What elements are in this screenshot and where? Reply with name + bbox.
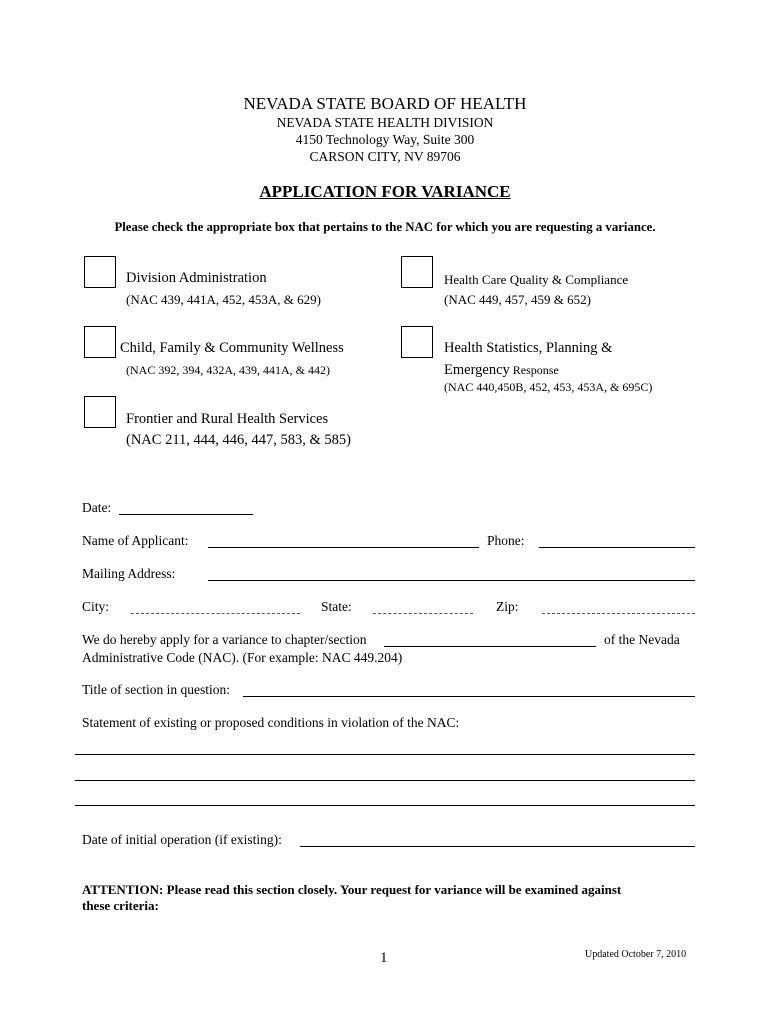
instruction-text: Please check the appropriate box that pertains to the NAC for which you are requesting a variance. (114, 220, 656, 234)
statement-line-3[interactable] (75, 791, 695, 806)
option-label-health-statistics: Health Statistics, Planning & (444, 340, 613, 356)
city-label: City: (82, 599, 110, 614)
address-line-2: CARSON CITY, NV 89706 (309, 149, 461, 164)
zip-input[interactable] (542, 599, 695, 614)
checkbox-health-care-quality[interactable] (401, 256, 433, 288)
variance-apply-example: Administrative Code (NAC). (For example: NAC 449.204) (82, 650, 403, 665)
statement-label: Statement of existing or proposed conditions in violation of the NAC: (82, 715, 460, 730)
date-input[interactable] (119, 500, 253, 515)
checkbox-child-family-wellness[interactable] (84, 326, 116, 358)
section-title-input[interactable] (243, 682, 695, 697)
option-nac-frontier-rural-health: (NAC 211, 444, 446, 447, 583, & 585) (126, 432, 352, 448)
initial-operation-input[interactable] (300, 832, 695, 847)
attention-text-line-1: ATTENTION: Please read this section closely. Your request for variance will be examined against (82, 882, 622, 897)
form-title: APPLICATION FOR VARIANCE (259, 182, 511, 201)
checkbox-division-administration[interactable] (84, 256, 116, 288)
option-label-division-administration: Division Administration (126, 270, 267, 286)
updated-date: Updated October 7, 2010 (585, 949, 687, 960)
city-input[interactable] (131, 599, 300, 614)
section-title-label: Title of section in question: (82, 682, 230, 697)
option-nac-child-family-wellness: (NAC 392, 394, 432A, 439, 441A, & 442) (126, 363, 330, 377)
zip-label: Zip: (496, 599, 519, 614)
statement-line-2[interactable] (75, 766, 695, 781)
statement-line-1[interactable] (75, 740, 695, 755)
checkbox-frontier-rural-health[interactable] (84, 396, 116, 428)
variance-apply-label-suffix: of the Nevada (604, 632, 680, 647)
phone-input[interactable] (539, 533, 695, 548)
initial-operation-label: Date of initial operation (if existing): (82, 832, 282, 847)
option-label-child-family-wellness: Child, Family & Community Wellness (120, 340, 344, 356)
applicant-name-label: Name of Applicant: (82, 533, 189, 548)
checkbox-health-statistics[interactable] (401, 326, 433, 358)
phone-label: Phone: (487, 533, 525, 548)
option-nac-health-statistics: (NAC 440,450B, 452, 453, 453A, & 695C) (444, 380, 653, 394)
chapter-section-input[interactable] (384, 632, 596, 647)
option-nac-health-care-quality: (NAC 449, 457, 459 & 652) (444, 292, 591, 307)
mailing-address-label: Mailing Address: (82, 566, 176, 581)
option-label-health-care-quality: Health Care Quality & Compliance (444, 272, 629, 287)
option-label-response: Response (509, 363, 559, 377)
option-label-frontier-rural-health: Frontier and Rural Health Services (126, 411, 329, 427)
date-label: Date: (82, 500, 112, 515)
address-line-1: 4150 Technology Way, Suite 300 (295, 132, 475, 147)
division-name: NEVADA STATE HEALTH DIVISION (276, 115, 494, 130)
state-input[interactable] (373, 599, 473, 614)
option-nac-division-administration: (NAC 439, 441A, 452, 453A, & 629) (126, 292, 321, 307)
mailing-address-input[interactable] (208, 566, 695, 581)
page-number: 1 (380, 950, 388, 966)
option-label-emergency: Emergency (444, 362, 510, 378)
option-label-health-statistics-line2 (444, 361, 559, 379)
applicant-name-input[interactable] (208, 533, 479, 548)
agency-title: NEVADA STATE BOARD OF HEALTH (243, 94, 527, 113)
attention-text-line-2: these criteria: (82, 898, 159, 913)
state-label: State: (321, 599, 352, 614)
variance-apply-label: We do hereby apply for a variance to chapter/section (82, 632, 367, 647)
